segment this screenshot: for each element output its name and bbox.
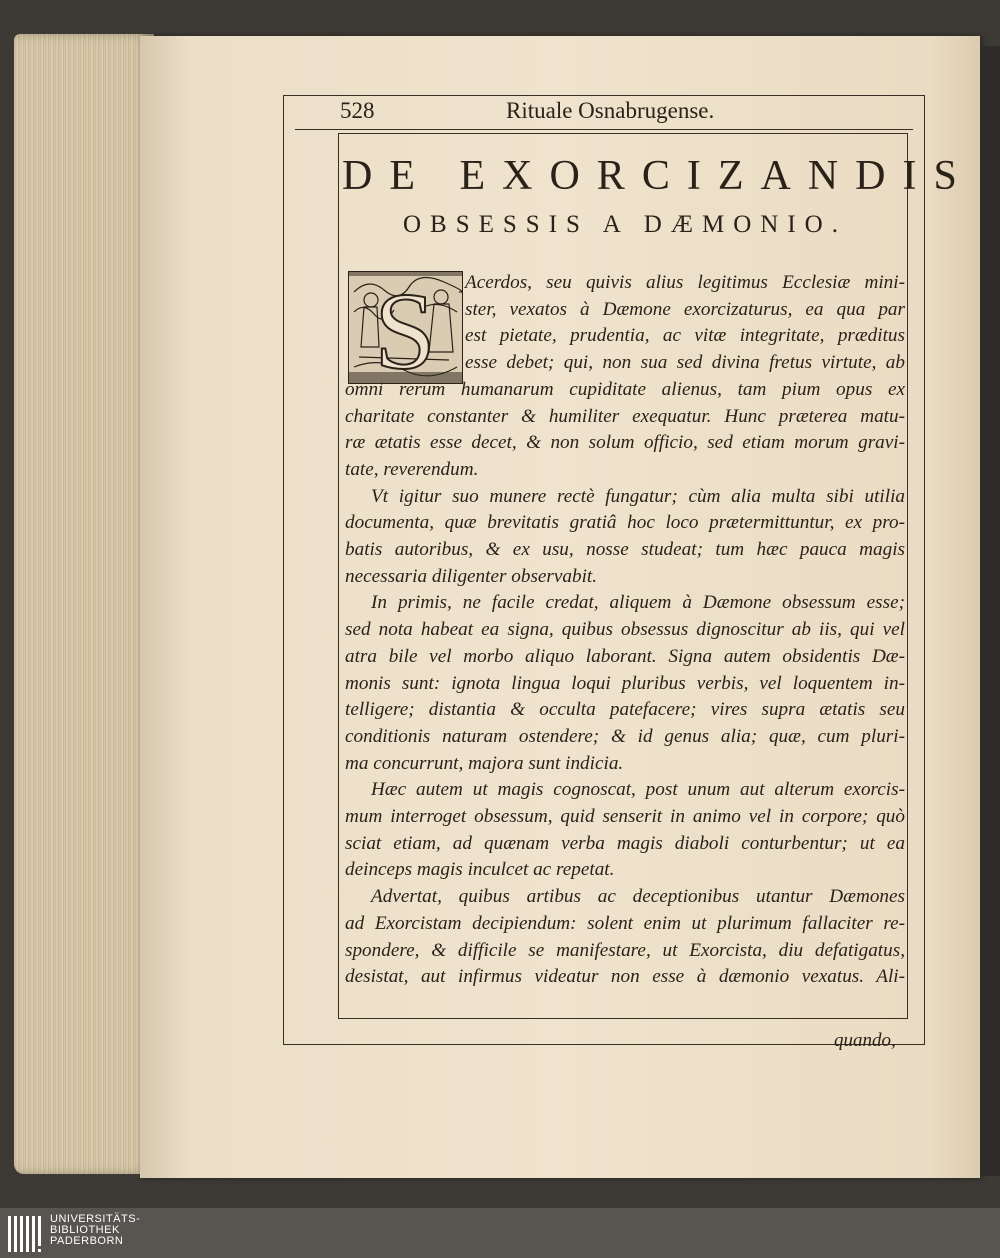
text-line: charitate constanter & humiliter exequatur. Hunc præterea matu- [345, 405, 905, 427]
library-footer [0, 1208, 1000, 1258]
library-logo-text: UNIVERSITÄTS- BIBLIOTHEK PADERBORN [50, 1213, 141, 1247]
text-line: sciat etiam, ad quænam verba magis diaboli conturbentur; ut ea [345, 832, 905, 854]
text-line: est pietate, prudentia, ac vitæ integritate, præditus [465, 325, 905, 347]
text-line: conditionis naturam ostendere; & id genus alia; quæ, cum pluri- [345, 725, 905, 747]
text-line: desistat, aut infirmus videatur non esse à dæmonio vexatus. Ali- [345, 966, 905, 988]
text-line: In primis, ne facile credat, aliquem à Dæmone obsessum esse; [371, 592, 905, 614]
text-line: atra bile vel morbo aliquo laborant. Signa autem obsidentis Dæ- [345, 645, 905, 667]
catchword: quando, [834, 1030, 896, 1051]
text-line: spondere, & difficile se manifestare, ut Exorcista, diu defatigatus, [345, 939, 905, 961]
text-line: necessaria diligenter observabit. [345, 565, 598, 587]
library-logo-icon [8, 1214, 46, 1254]
page-number: 528 [340, 98, 375, 123]
text-line: ma concurrunt, majora sunt indicia. [345, 752, 624, 774]
running-head-rule [295, 129, 913, 130]
text-line: batis autoribus, & ex usu, nosse studeat; tum hæc pauca magis [345, 539, 905, 561]
text-line: Acerdos, seu quivis alius legitimus Ecclesiæ mini- [465, 272, 905, 293]
chapter-subtitle: OBSESSIS A DÆMONIO. [403, 211, 847, 238]
text-line: Vt igitur suo munere rectè fungatur; cùm alia multa sibi utilia [371, 485, 905, 507]
text-line: telligere; distantia & occulta patefacere; vires supra ætatis seu [345, 699, 905, 721]
text-line: Advertat, quibus artibus ac deceptionibus utantur Dæmones [371, 886, 905, 908]
running-title: Rituale Osnabrugense. [506, 98, 715, 123]
chapter-title: DE EXORCIZANDIS [342, 153, 974, 199]
text-line: sed nota habeat ea signa, quibus obsessus dignoscitur ab iis, qui vel [345, 619, 905, 641]
text-line: deinceps magis inculcet ac repetat. [345, 859, 615, 881]
text-line: esse debet; qui, non sua sed divina fretus virtute, ab [465, 352, 905, 374]
book-page-edges [14, 34, 154, 1174]
text-line: mum interroget obsessum, quid senserit in animo vel in corpore; quò [345, 806, 905, 828]
text-line: monis sunt: ignota lingua loqui pluribus verbis, vel loquentem in- [345, 672, 905, 694]
text-line: ad Exorcistam decipiendum: solent enim ut plurimum fallaciter re- [345, 912, 905, 934]
text-line: tate, reverendum. [345, 458, 479, 480]
text-line: documenta, quæ brevitatis gratiâ hoc loco prætermittuntur, ex pro- [345, 512, 905, 534]
initial-letter: S [374, 272, 436, 383]
scan-background [980, 46, 1000, 1176]
running-head [300, 98, 900, 128]
text-line: ræ ætatis esse decet, & non solum officio, sed etiam morum gravi- [345, 432, 905, 454]
text-line: omni rerum humanarum cupiditate alienus, tam pium opus ex [345, 378, 905, 400]
text-line: Hæc autem ut magis cognoscat, post unum aut alterum exorcis- [371, 779, 905, 801]
text-line: ster, vexatos à Dæmone exorcizaturus, ea qua par [465, 298, 905, 320]
body-text [345, 270, 905, 991]
